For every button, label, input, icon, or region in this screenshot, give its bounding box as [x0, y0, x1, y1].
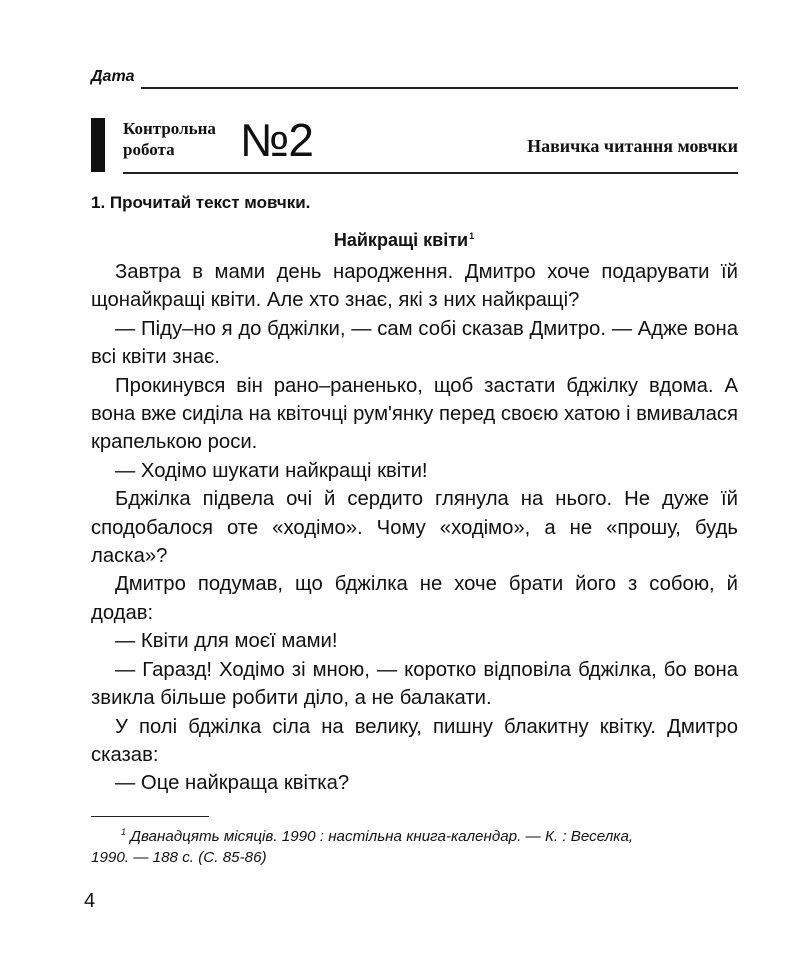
test-topic: Навичка читання мовчки	[527, 136, 738, 156]
footnote-mark: 1	[121, 827, 127, 837]
header-accent-bar	[91, 118, 105, 172]
footnote-line1-text: Дванадцять місяців. 1990 : настільна книга-календар. — К. : Веселка,	[130, 828, 634, 846]
story-paragraph: — Піду–но я до бджілки, — сам собі сказав Дмитро. — Адже вона всі квіти знає.	[91, 317, 738, 369]
story-paragraph: Дмитро подумав, що бджілка не хоче брати його з собою, й додав:	[91, 573, 738, 624]
story-paragraph: Бджілка підвела очі й сердито глянула на нього. Не дуже їй сподобалося оте «ходімо». Чому «ходімо», а не «прошу, будь ласка»?	[91, 488, 738, 568]
story-title-text: Найкращі квіти	[333, 230, 469, 250]
story-paragraph: — Ходімо шукати найкращі квіти!	[115, 459, 428, 482]
header-kind-line1: Контрольна	[123, 119, 216, 138]
story-paragraph: Завтра в мами день народження. Дмитро хоче подарувати їй щонайкращі квіти. Але хто знає, які з них найкращі?	[91, 261, 738, 312]
date-fill-line	[141, 87, 738, 89]
story-title-footnote-mark: 1	[469, 231, 475, 241]
test-number: №2	[240, 114, 313, 166]
footnote-line2: 1990. — 188 с. (С. 85-86)	[91, 849, 267, 867]
footnote	[91, 822, 738, 868]
date-row	[91, 64, 738, 90]
story-paragraph: — Гаразд! Ходімо зі мною, — коротко відповіла бджілка, бо вона звикла більше робити діло, а не балакати.	[91, 658, 738, 710]
story-paragraph: Прокинувся він рано–раненько, щоб застати бджілку вдома. А вона вже сиділа на квіточці рум'янку перед своєю хатою і вмивалася крапелькою роси.	[91, 374, 738, 454]
story-paragraph: У полі бджілка сіла на велику, пишну блакитну квітку. Дмитро сказав:	[91, 715, 738, 766]
story-paragraph: — Оце найкраща квітка?	[115, 772, 350, 795]
story-title	[0, 230, 808, 251]
header-underline	[123, 172, 738, 174]
header-kind	[123, 118, 216, 160]
date-label: Дата	[91, 68, 135, 85]
header-kind-line2: робота	[123, 140, 175, 159]
story-paragraph: — Квіти для моєї мами!	[115, 630, 338, 653]
page-number: 4	[84, 890, 96, 912]
test-header	[91, 112, 738, 174]
footnote-rule	[91, 816, 209, 817]
footnote-line1	[91, 822, 738, 847]
story-text	[91, 258, 738, 798]
task-instruction: 1. Прочитай текст мовчки.	[91, 193, 311, 212]
